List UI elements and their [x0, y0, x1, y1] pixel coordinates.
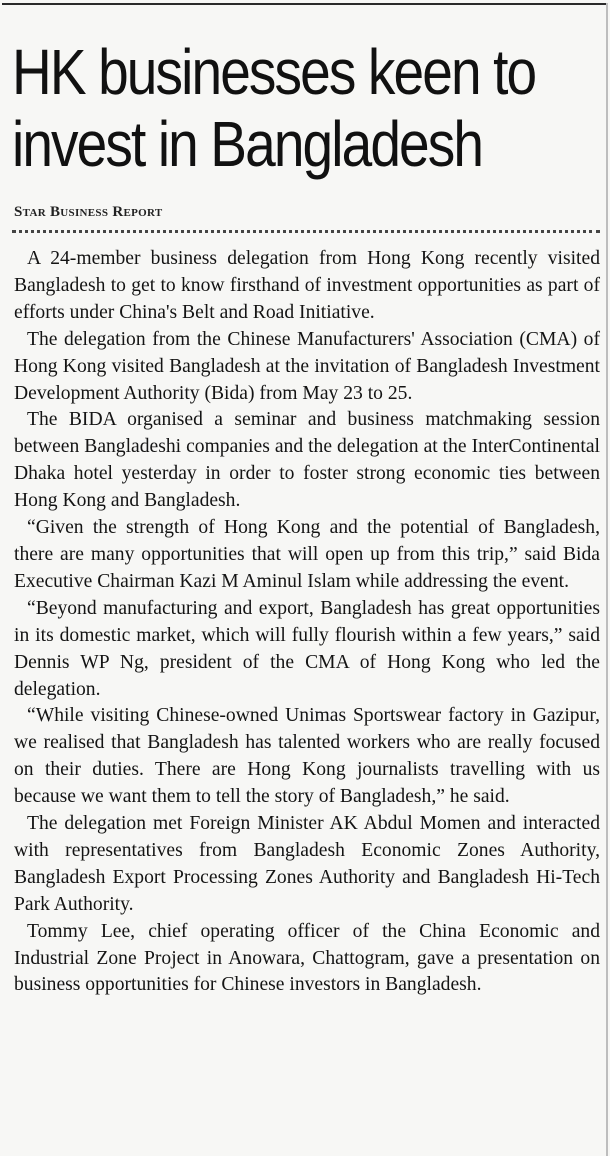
byline: Star Business Report — [14, 204, 163, 220]
top-rule — [2, 3, 606, 5]
paragraph: “Beyond manufacturing and export, Bangladesh has great opportunities in its domestic market, which will fully flourish within a few years,” said Dennis WP Ng, president of the CMA of Hong Kong who led the delegation. — [14, 597, 600, 700]
headline — [12, 36, 536, 180]
column-edge — [606, 3, 608, 1156]
paragraph: Tommy Lee, chief operating officer of the China Economic and Industrial Zone Project in Anowara, Chattogram, gave a presentation on business opportunities for Chinese investors in Bangladesh. — [14, 920, 600, 996]
paragraph: “While visiting Chinese-owned Unimas Sportswear factory in Gazipur, we realised that Bangladesh has talented workers who are really focused on their duties. There are Hong Kong journalists travelling with us because we want them to tell the story of Bangladesh,” he said. — [14, 705, 600, 808]
headline-line-1: HK businesses keen to — [12, 36, 536, 108]
paragraph: The BIDA organised a seminar and business matchmaking session between Bangladeshi companies and the delegation at the InterContinental Dhaka hotel yesterday in order to foster strong economic ties between Hong Kong and Bangladesh. — [14, 409, 600, 512]
paragraph: “Given the strength of Hong Kong and the potential of Bangladesh, there are many opportunities that will open up from this trip,” said Bida Executive Chairman Kazi M Aminul Islam while addressing the event. — [14, 517, 600, 592]
paragraph: The delegation met Foreign Minister AK Abdul Momen and interacted with representatives from Bangladesh Economic Zones Authority, Bangladesh Export Processing Zones Authority and Bangladesh Hi-Tech Park Authority. — [14, 813, 600, 915]
article-body — [14, 246, 600, 999]
paragraph: The delegation from the Chinese Manufacturers' Association (CMA) of Hong Kong visited Bangladesh at the invitation of Bangladesh Investment Development Authority (Bida) from May 23 to 25. — [14, 328, 600, 404]
headline-line-2: invest in Bangladesh — [12, 108, 483, 180]
dotted-divider — [12, 230, 600, 233]
paragraph: A 24-member business delegation from Hong Kong recently visited Bangladesh to get to know firsthand of investment opportunities as part of efforts under China's Belt and Road Initiative. — [14, 248, 600, 323]
